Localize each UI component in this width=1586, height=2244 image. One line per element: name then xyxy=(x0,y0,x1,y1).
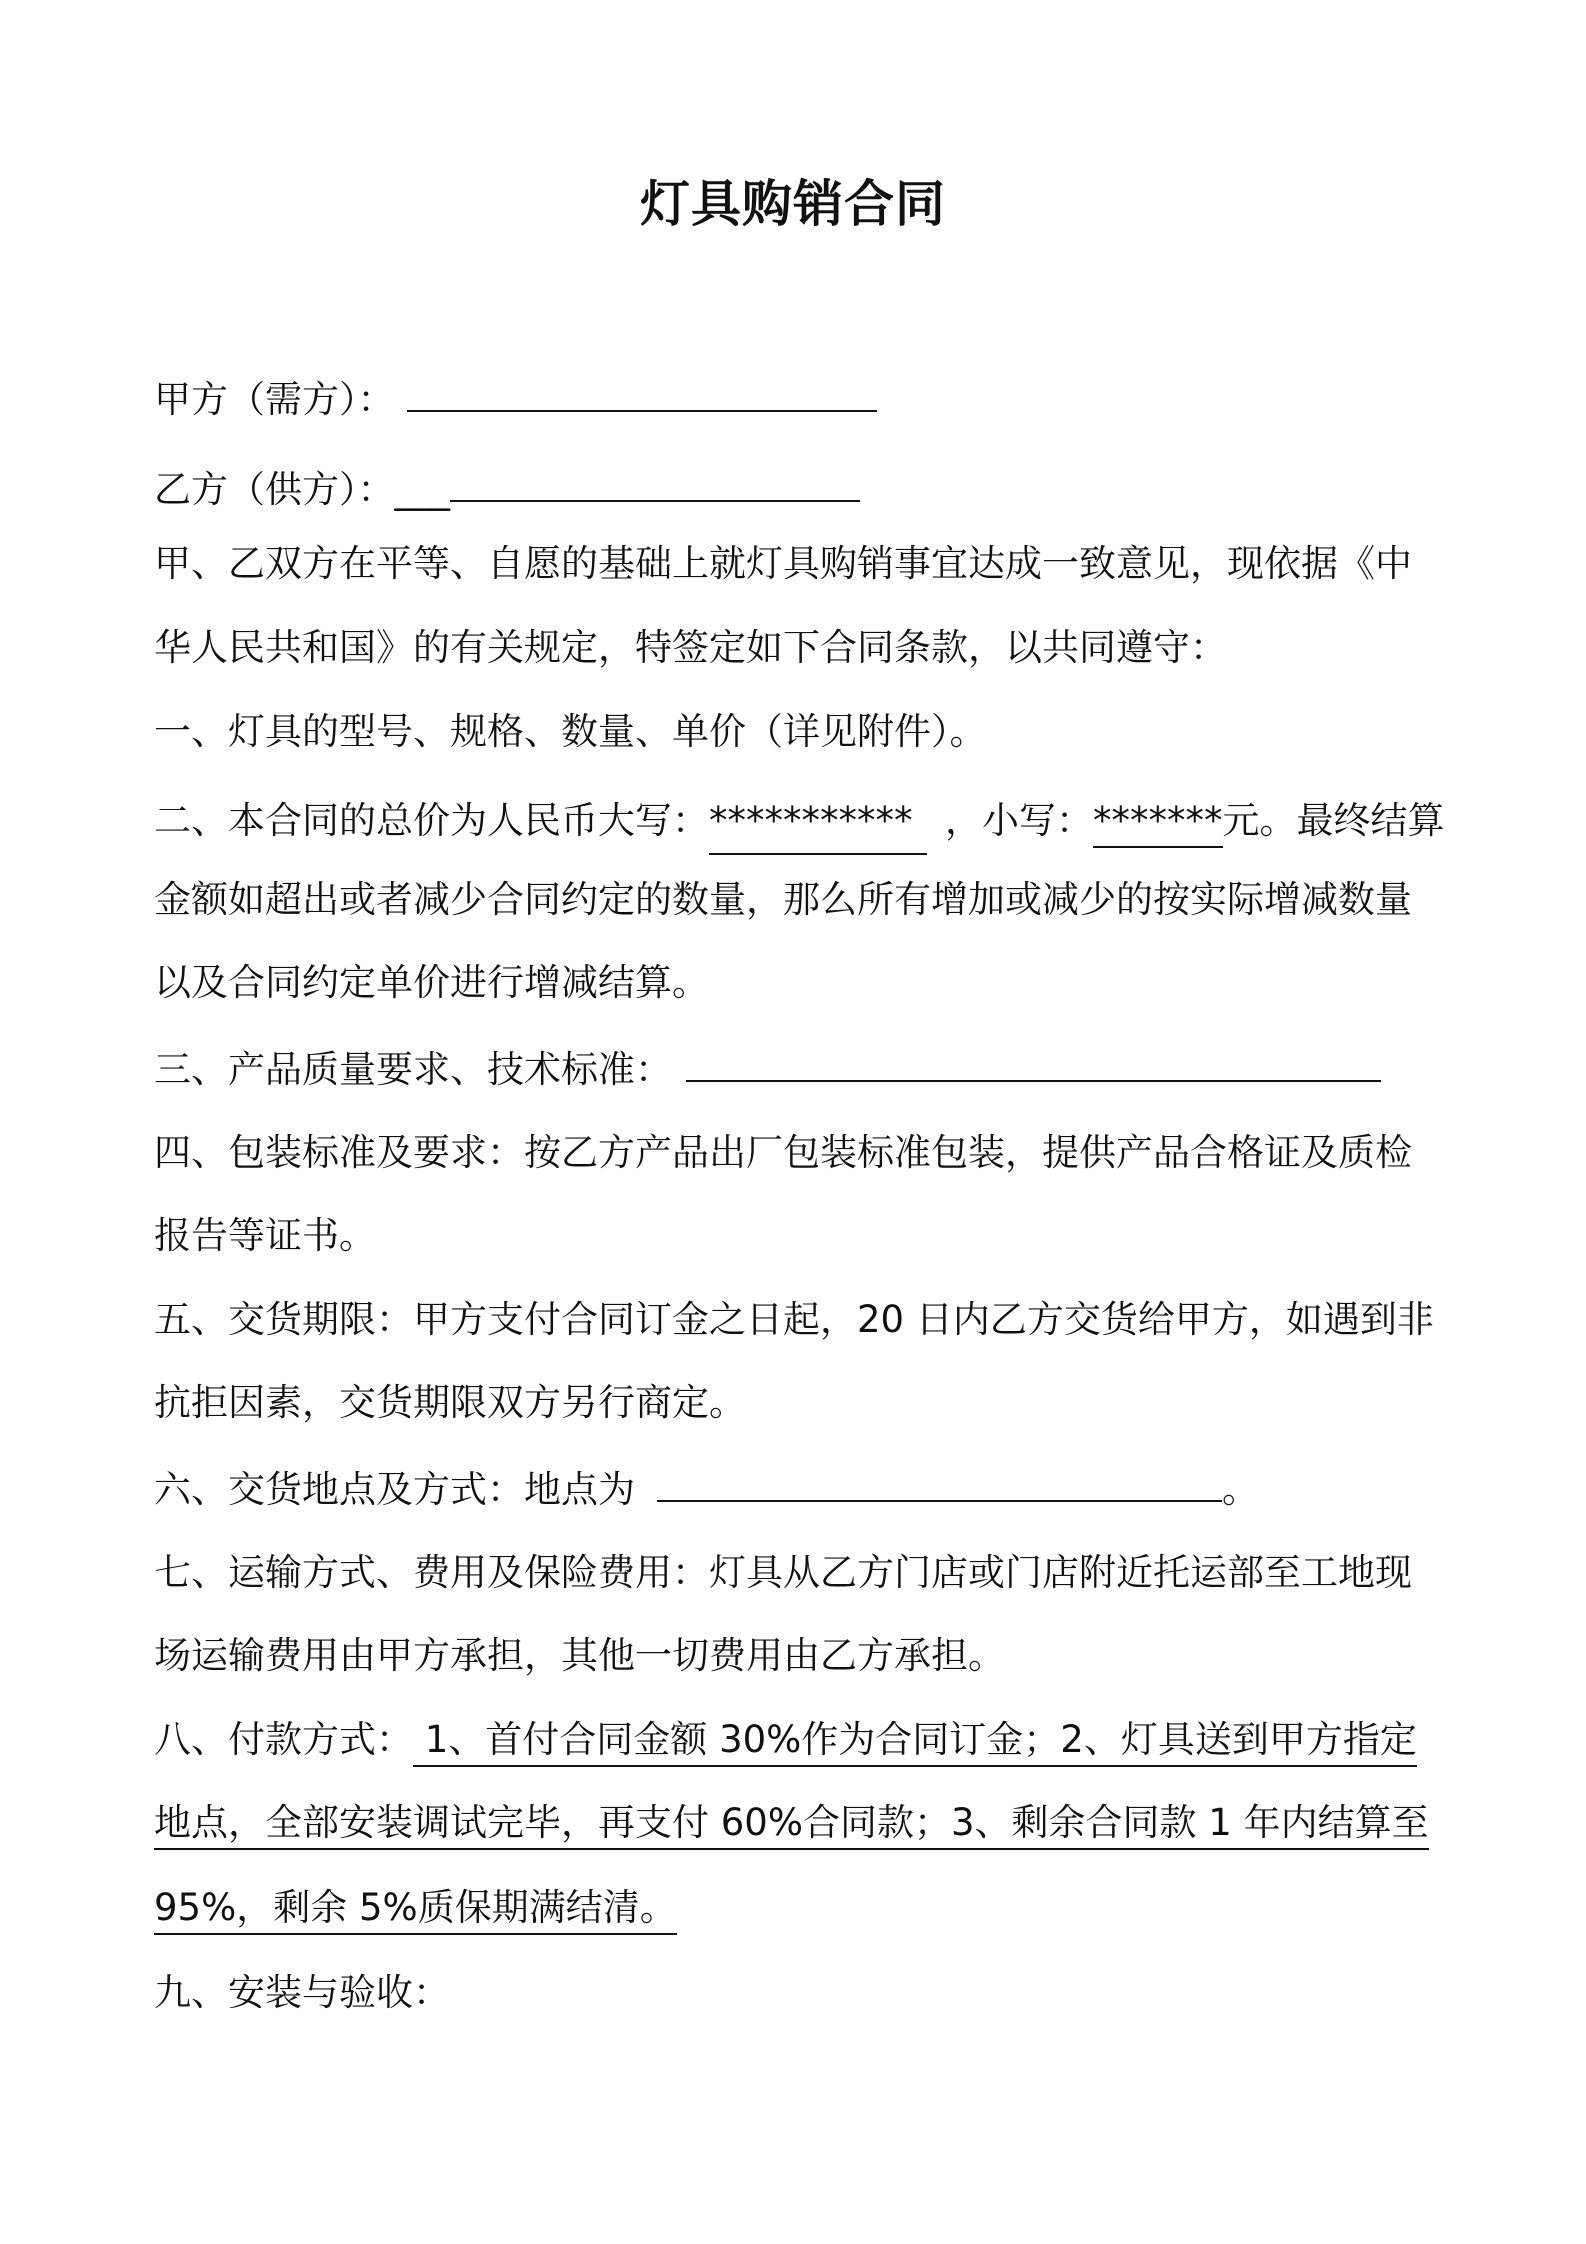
payment-terms-line-2: 地点，全部安装调试完毕，再支付 60%合同款；3、剩余合同款 1 年内结算至 xyxy=(154,1801,1429,1850)
clause-6-tail: 。 xyxy=(1222,1468,1259,1511)
quality-standard-blank[interactable] xyxy=(686,1040,1381,1082)
clause-8-line-1 xyxy=(154,1712,1496,1768)
document-title: 灯具购销合同 xyxy=(640,175,946,233)
intro-line-1: 甲、乙双方在平等、自愿的基础上就灯具购销事宜达成一致意见，现依据《中 xyxy=(154,542,1412,585)
total-price-upper: *********** xyxy=(709,793,927,855)
clause-5-line-2: 抗拒因素，交货期限双方另行商定。 xyxy=(154,1381,746,1424)
clause-4-line-1: 四、包装标准及要求：按乙方产品出厂包装标准包装，提供产品合格证及质检 xyxy=(154,1131,1412,1174)
clause-6-line xyxy=(154,1460,1496,1518)
clause-8-lead: 八、付款方式： xyxy=(154,1718,413,1761)
delivery-location-blank[interactable] xyxy=(657,1460,1222,1502)
clause-2-tail: 元。最终结算 xyxy=(1222,799,1445,842)
clause-1: 一、灯具的型号、规格、数量、单价（详见附件）。 xyxy=(154,710,987,753)
clause-9: 九、安装与验收： xyxy=(154,1971,450,2014)
clause-2-lead: 二、本合同的总价为人民币大写： xyxy=(154,799,709,842)
clause-7-line-1: 七、运输方式、费用及保险费用：灯具从乙方门店或门店附近托运部至工地现 xyxy=(154,1551,1412,1594)
payment-terms-line-1: 1、首付合同金额 30%作为合同订金；2、灯具送到甲方指定 xyxy=(413,1718,1417,1767)
intro-line-2: 华人民共和国》的有关规定，特签定如下合同条款，以共同遵守： xyxy=(154,626,1227,669)
party-b-label: 乙方（供方）： xyxy=(154,468,395,511)
clause-5-line-1: 五、交货期限：甲方支付合同订金之日起，20 日内乙方交货给甲方，如遇到非 xyxy=(154,1298,1434,1341)
party-b-blank[interactable] xyxy=(450,460,860,502)
party-b-line xyxy=(154,460,1496,518)
clause-2-mid: ，小写： xyxy=(945,799,1093,842)
clause-8-line-2 xyxy=(154,1795,1496,1851)
clause-3-label: 三、产品质量要求、技术标准： xyxy=(154,1048,672,1091)
clause-2-line-3: 以及合同约定单价进行增减结算。 xyxy=(154,961,709,1004)
clause-3-line xyxy=(154,1040,1496,1098)
clause-6-lead: 六、交货地点及方式：地点为 xyxy=(154,1468,635,1511)
total-price-lower: ******* xyxy=(1093,799,1223,848)
party-a-label: 甲方（需方）： xyxy=(154,378,395,421)
clause-7-line-2: 场运输费用由甲方承担，其他一切费用由乙方承担。 xyxy=(154,1634,1005,1677)
clause-4-line-2: 报告等证书。 xyxy=(154,1214,376,1257)
clause-2-line-1 xyxy=(154,793,1496,855)
party-a-line xyxy=(154,370,1496,428)
party-a-blank[interactable] xyxy=(407,370,877,412)
party-b-prefix: ___ xyxy=(394,468,450,511)
payment-terms-line-3: 95%，剩余 5%质保期满结清。 xyxy=(154,1886,677,1935)
clause-2-line-2: 金额如超出或者减少合同约定的数量，那么所有增加或减少的按实际增减数量 xyxy=(154,878,1412,921)
clause-8-line-3 xyxy=(154,1880,1496,1936)
